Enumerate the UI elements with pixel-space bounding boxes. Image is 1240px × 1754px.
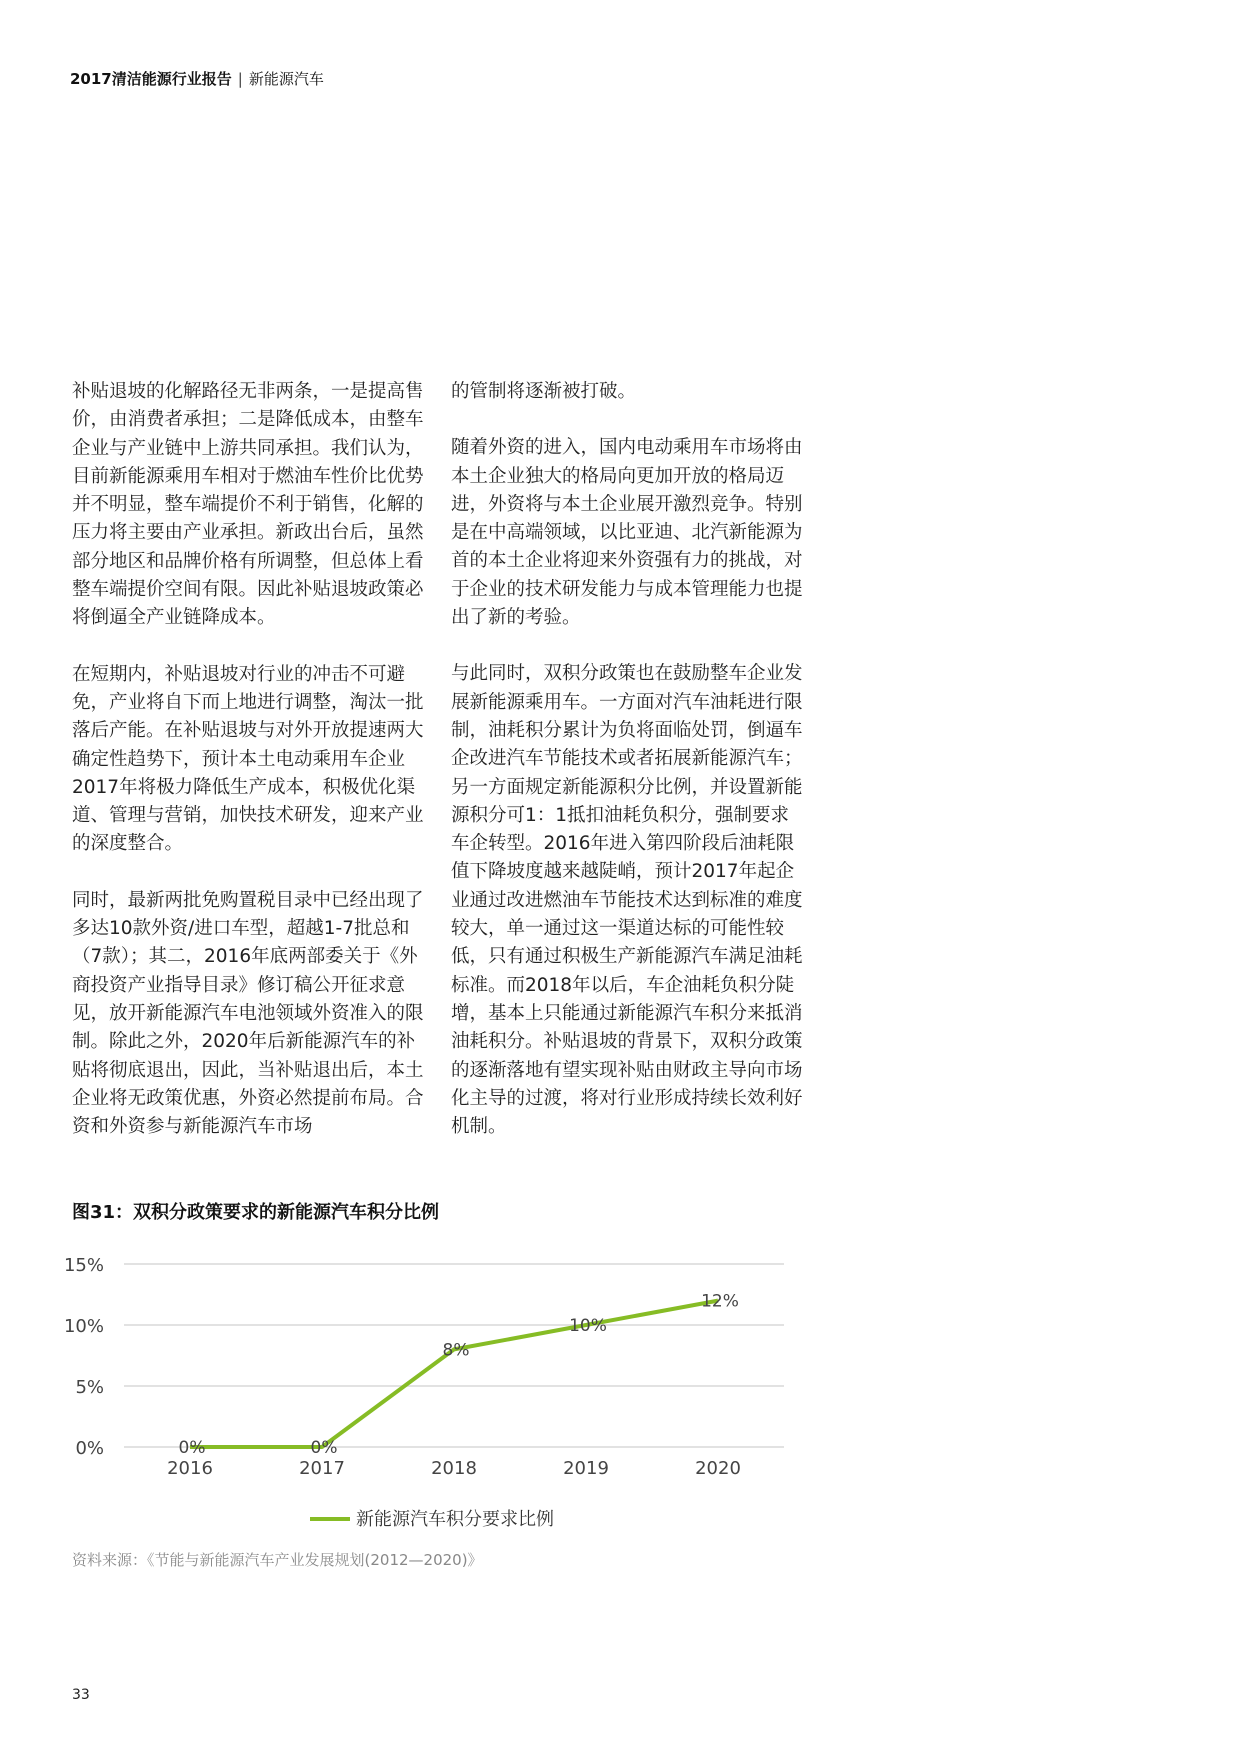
paragraph: 同时，最新两批免购置税目录中已经出现了多达10款外资/进口车型，超越1-7批总和（7款）；其二，2016年底两部委关于《外商投资产业指导目录》修订稿公开征求意见，放开新能源汽车电池领域外资准入的限制。除此之外，2020年后新能源汽车的补贴将彻底退出，因此，当补贴退出后，本土企业将无政策优惠，外资必然提前布局。合资和外资参与新能源汽车市场: [72, 889, 424, 1138]
x-axis-ticks: [167, 1458, 741, 1479]
section-title: 新能源汽车: [248, 70, 324, 88]
y-tick-label: 15%: [63, 1255, 104, 1276]
page-number: 33: [72, 1687, 90, 1703]
data-labels: [179, 1292, 739, 1458]
paragraph: 与此同时，双积分政策也在鼓励整车企业发展新能源乘用车。一方面对汽车油耗进行限制，油耗积分累计为负将面临处罚，倒逼车企改进汽车节能技术或者拓展新能源汽车；另一方面规定新能源积分比例，并设置新能源积分可1：1抵扣油耗负积分，强制要求车企转型。2016年进入第四阶段后油耗限值下降坡度越来越陡峭，预计2017年起企业通过改进燃油车节能技术达到标准的难度较大，单一通过这一渠道达标的可能性较低，只有通过积极生产新能源汽车满足油耗标准。而2018年以后，车企油耗负积分陡增，基本上只能通过新能源汽车积分来抵消油耗积分。补贴退坡的背景下，双积分政策的逐渐落地有望实现补贴由财政主导向市场化主导的过渡，将对行业形成持续长效利好机制。: [451, 663, 803, 1138]
paragraph: 补贴退坡的化解路径无非两条，一是提高售价，由消费者承担；二是降低成本，由整车企业与产业链中上游共同承担。我们认为，目前新能源乘用车相对于燃油车性价比优势并不明显，整车端提价不利于销售，化解的压力将主要由产业承担。新政出台后，虽然部分地区和品牌价格有所调整，但总体上看整车端提价空间有限。因此补贴退坡政策必将倒逼全产业链降成本。: [72, 381, 424, 629]
header-separator: |: [237, 70, 243, 88]
data-label: 10%: [569, 1316, 607, 1336]
paragraph: 随着外资的进入，国内电动乘用车市场将由本土企业独大的格局向更加开放的格局迈进，外资将与本土企业展开激烈竞争。特别是在中高端领域，以比亚迪、北汽新能源为首的本土企业将迎来外资强有力的挑战，对于企业的技术研发能力与成本管理能力也提出了新的考验。: [451, 437, 803, 629]
paragraph: 在短期内，补贴退坡对行业的冲击不可避免，产业将自下而上地进行调整，淘汰一批落后产能。在补贴退坡与对外开放提速两大确定性趋势下，预计本土电动乘用车企业2017年将极力降低生产成本，积极优化渠道、管理与营销，加快技术研发，迎来产业的深度整合。: [72, 663, 424, 855]
series-line: [190, 1301, 718, 1447]
figure-title: 图31：双积分政策要求的新能源汽车积分比例: [72, 1202, 440, 1223]
y-tick-label: 0%: [75, 1438, 104, 1459]
y-tick-label: 5%: [75, 1377, 104, 1398]
x-tick-label: 2020: [695, 1458, 741, 1479]
x-tick-label: 2018: [431, 1458, 477, 1479]
chart-legend: [310, 1509, 554, 1530]
data-label: 0%: [310, 1438, 338, 1458]
report-title: 2017清洁能源行业报告: [70, 70, 232, 88]
data-label: 12%: [701, 1291, 739, 1312]
data-label: 8%: [442, 1340, 470, 1361]
legend-label: 新能源汽车积分要求比例: [356, 1509, 554, 1530]
x-tick-label: 2019: [563, 1458, 609, 1479]
y-axis-ticks: [64, 1255, 104, 1459]
y-tick-label: 10%: [63, 1316, 104, 1337]
x-tick-label: 2016: [167, 1458, 213, 1479]
paragraph: 的管制将逐渐被打破。: [451, 381, 637, 402]
source-note: 资料来源：《节能与新能源汽车产业发展规划(2012—2020)》: [72, 1551, 483, 1569]
data-label: 0%: [178, 1438, 206, 1458]
x-tick-label: 2017: [299, 1458, 345, 1479]
